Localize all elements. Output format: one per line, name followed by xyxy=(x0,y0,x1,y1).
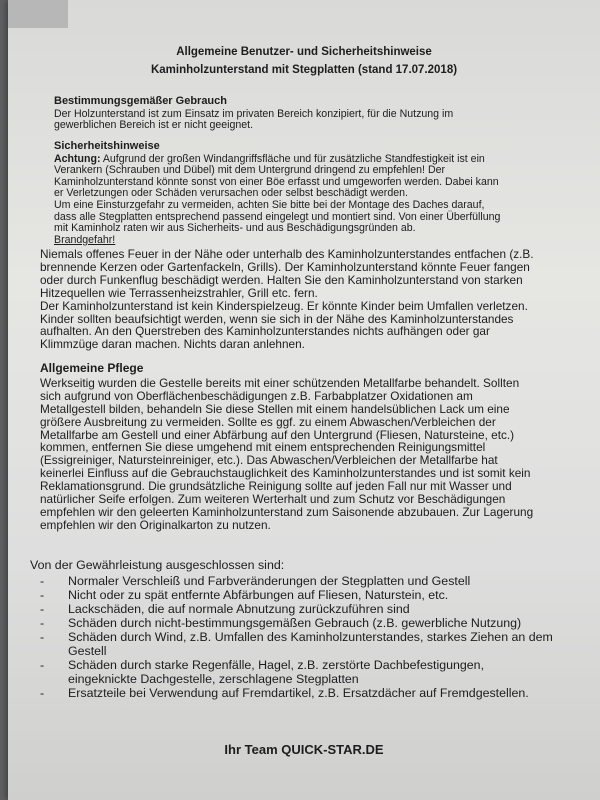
care-line: sich aufgrund von Oberflächenbeschädigungen z.B. Farbabplatzer Oxidationen am xyxy=(40,388,473,403)
list-item xyxy=(30,686,590,700)
list-item-text: Normaler Verschleiß und Farbveränderungen der Stegplatten und Gestell xyxy=(68,574,471,588)
care-line: empfehlen wir den geleerten Kaminholzunterstand zum Saisonende abzubauen. Zur Lagerung xyxy=(40,504,534,519)
care-heading: Allgemeine Pflege xyxy=(40,361,144,375)
dash-bullet: - xyxy=(40,616,45,630)
care-line: Reklamationsgrund. Die grundsätzliche Reinigung sollte auf jeden Fall nur mit Wasser und xyxy=(40,479,512,494)
fire-line: Kinder sollten beaufsichtigt werden, wenn sie sich in der Nähe des Kaminholzunterstandes xyxy=(40,311,514,326)
fire-line: aufhalten. An den Querstreben des Kaminholzunterstandes nichts aufhängen oder gar xyxy=(40,324,490,339)
list-item xyxy=(30,658,590,686)
document-sheet xyxy=(8,0,600,800)
list-item-text: Lackschäden, die auf normale Abnutzung zurückzuführen sind xyxy=(68,602,410,616)
fire-line: brennende Kerzen oder Gartenfackeln, Grills). Der Kaminholzunterstand könnte Feuer fangen xyxy=(40,259,530,274)
safety-heading: Sicherheitshinweise xyxy=(54,140,160,152)
care-line: (Essigreiniger, Natursteinreiniger, etc.). Das Abwaschen/Verbleichen der Metallfarbe hat xyxy=(40,453,498,468)
warranty-intro: Von der Gewährleistung ausgeschlossen sind: xyxy=(30,558,285,572)
warranty-list xyxy=(30,574,590,700)
dash-bullet: - xyxy=(40,602,45,616)
fire-child-section xyxy=(40,248,575,351)
list-item-text: eingeknickte Dachgestelle, zerschlagene Stegplatten xyxy=(68,672,359,686)
document-title: Allgemeine Benutzer- und Sicherheitshinweise xyxy=(176,46,432,58)
list-item-text: Schäden durch Wind, z.B. Umfallen des Kaminholzunterstandes, starkes Ziehen an dem xyxy=(68,630,553,644)
care-line: größere Ausbreitung zu vermeiden. Sollte es ggf. zu einem Abwaschen/Verbleichen der xyxy=(40,414,496,429)
usage-line: Der Holzunterstand ist zum Einsatz im privaten Bereich konzipiert, für die Nutzung im xyxy=(54,107,454,120)
safety-line: Verankern (Schrauben und Dübel) mit dem Untergrund dringend zu empfehlen! Der xyxy=(54,164,446,177)
dash-bullet: - xyxy=(40,574,45,588)
care-line: keinerlei Einfluss auf die Gebrauchstauglichkeit des Kaminholzunterstandes und ist somit kein xyxy=(40,466,531,481)
safety-section xyxy=(54,141,554,246)
dash-bullet: - xyxy=(40,658,45,672)
care-section xyxy=(40,362,575,532)
care-line: Metallfarbe am Gestell und einer Abfärbung auf den Untergrund (Fliesen, Natursteine, etc.) xyxy=(40,427,515,442)
care-line: natürlicher Seife erfolgen. Zum weiteren Werterhalt und zum Schutz vor Beschädigungen xyxy=(40,492,506,507)
list-item xyxy=(30,574,590,588)
safety-line: Um eine Einsturzgefahr zu vermeiden, achten Sie bitte bei der Montage des Daches darauf, xyxy=(54,198,485,211)
usage-line: gewerblichen Bereich ist er nicht geeignet. xyxy=(54,119,254,132)
safety-line: er Verletzungen oder Schäden verursachen oder selbst beschädigt werden. xyxy=(54,187,408,200)
care-line: Werkseitig wurden die Gestelle bereits mit einer schützenden Metallfarbe behandelt. Sollten xyxy=(40,375,520,390)
signature: Ihr Team QUICK-STAR.DE xyxy=(224,742,384,757)
warranty-section xyxy=(30,558,590,700)
document-subtitle: Kaminholzunterstand mit Stegplatten (stand 17.07.2018) xyxy=(150,64,458,76)
care-line: kommen, entfernen Sie diese umgehend mit einem entsprechenden Reinigungsmittel xyxy=(40,440,486,455)
dash-bullet: - xyxy=(40,630,45,644)
usage-heading: Bestimmungsgemäßer Gebrauch xyxy=(54,95,227,107)
fire-line: oder durch Funkenflug beschädigt werden. Halten Sie den Kaminholzunterstand von starken xyxy=(40,272,523,287)
safety-line: Kaminholzunterstand könnte sonst von einer Böe erfasst und umgeworfen werden. Dabei kann xyxy=(54,175,499,188)
list-item xyxy=(30,602,590,616)
list-item-text: Schäden durch starke Regenfälle, Hagel, z.B. zerstörte Dachbefestigungen, xyxy=(68,658,485,672)
list-item xyxy=(30,630,590,658)
dash-bullet: - xyxy=(40,686,45,700)
safety-line: mit Kaminholz raten wir aus Sicherheits- und aus Beschädigungsgründen ab. xyxy=(54,222,416,235)
achtung-label: Achtung: xyxy=(54,152,101,165)
list-item-text: Ersatzteile bei Verwendung auf Fremdartikel, z.B. Ersatzdächer auf Fremdgestellen. xyxy=(68,686,529,700)
fire-line: Klimmzüge daran machen. Nichts daran anlehnen. xyxy=(40,337,305,352)
safety-line: dass alle Stegplatten entsprechend passend eingelegt und montiert sind. Von einer Überfüllung xyxy=(54,210,501,223)
fire-line: Hitzequellen wie Terrassenheizstrahler, Grill etc. fern. xyxy=(40,285,318,300)
list-item-text: Schäden durch nicht-bestimmungsgemäßen Gebrauch (z.B. gewerbliche Nutzung) xyxy=(68,616,522,630)
list-item-text: Nicht oder zu spät entfernte Abfärbungen auf Fliesen, Naturstein, etc. xyxy=(68,588,449,602)
fire-warning: Brandgefahr! xyxy=(54,233,116,246)
care-line: empfehlen wir den Originalkarton zu nutzen. xyxy=(40,517,271,532)
care-line: Metallgestell bilden, behandeln Sie diese Stellen mit einem handelsüblichen Lack um eine xyxy=(40,401,510,416)
list-item xyxy=(30,588,590,602)
dash-bullet: - xyxy=(40,588,45,602)
safety-line-text: Aufgrund der großen Windangriffsfläche und für zusätzliche Standfestigkeit ist ein xyxy=(102,152,485,165)
list-item xyxy=(30,616,590,630)
fire-line: Niemals offenes Feuer in der Nähe oder unterhalb des Kaminholzunterstandes entfachen (z.B. xyxy=(40,247,534,261)
fire-line: Der Kaminholzunterstand ist kein Kinderspielzeug. Er könnte Kinder beim Umfallen verletzen. xyxy=(40,298,528,313)
paper-corner-shadow xyxy=(8,0,68,28)
list-item-text: Gestell xyxy=(68,644,107,658)
usage-section xyxy=(54,96,554,132)
